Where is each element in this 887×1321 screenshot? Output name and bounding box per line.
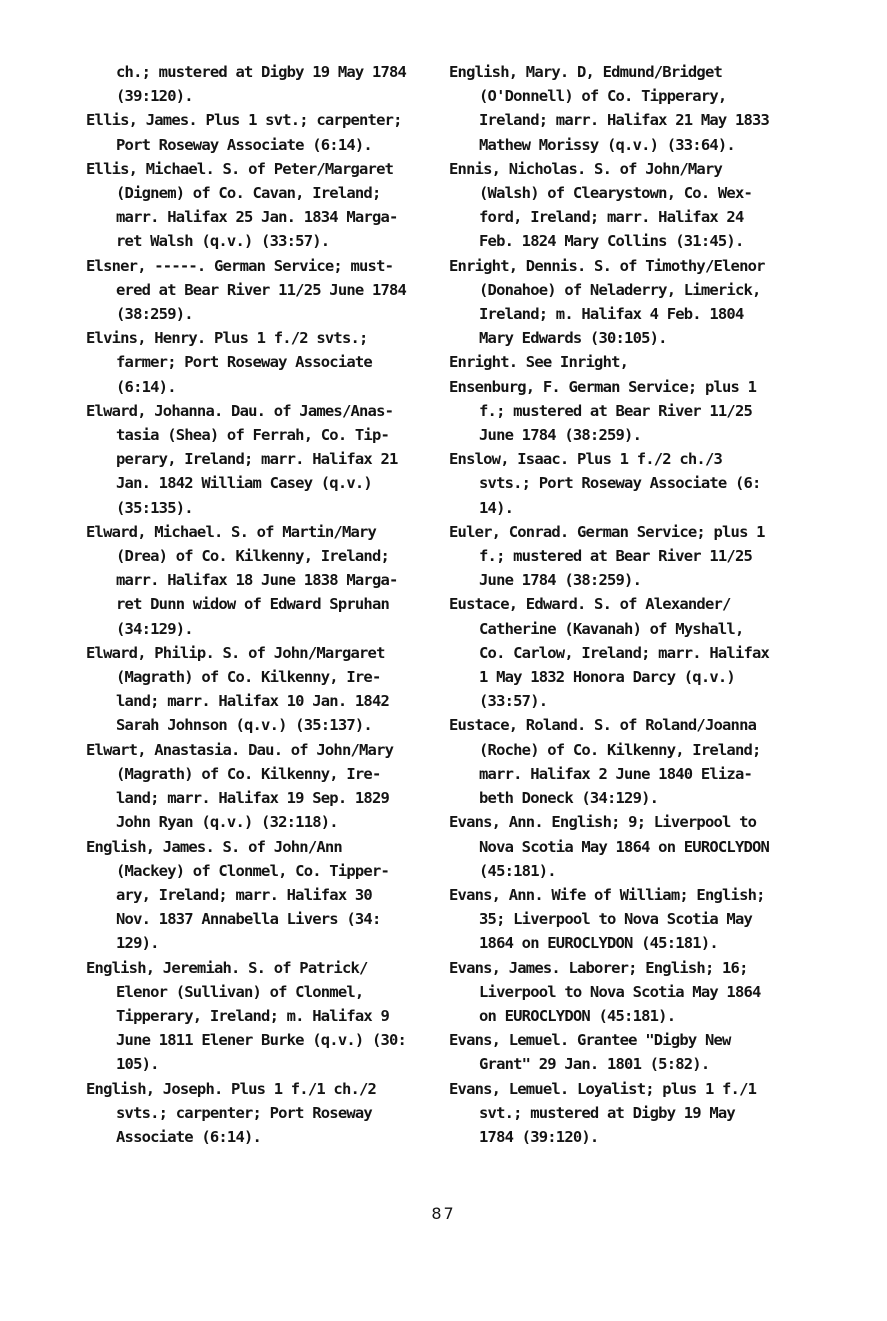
entry-line: (Magrath) of Co. Kilkenny, Ire- <box>116 764 381 783</box>
entry-line: Feb. 1824 Mary Collins (31:45). <box>479 232 744 251</box>
entry-line: ret Dunn widow of Edward Spruhan <box>116 595 390 614</box>
entry-line: (33:57). <box>479 692 548 711</box>
entry-line: Eustace, Roland. S. of Roland/Joanna <box>449 716 757 735</box>
entry-line: English, Mary. D, Edmund/Bridget <box>449 63 723 81</box>
entry-line: June 1784 (38:259). <box>479 426 642 445</box>
entry-line: f.; mustered at Bear River 11/25 <box>479 401 753 420</box>
entry-line: Ensenburg, F. German Service; plus 1 <box>449 377 757 396</box>
entry-line: farmer; Port Roseway Associate <box>116 353 372 372</box>
entry-line: Ellis, James. Plus 1 svt.; carpenter; <box>86 111 402 130</box>
entry-line: ered at Bear River 11/25 June 1784 <box>116 280 407 299</box>
entry-line: Enslow, Isaac. Plus 1 f./2 ch./3 <box>449 450 723 469</box>
entry-line: (Roche) of Co. Kilkenny, Ireland; <box>479 740 761 759</box>
entry-line: Enright. See Inright, <box>449 353 629 372</box>
entry-line: Evans, Ann. Wife of William; English; <box>449 885 765 904</box>
index-entry <box>86 399 431 520</box>
index-entry <box>449 447 794 520</box>
index-entry <box>86 956 431 1077</box>
entry-line: (Magrath) of Co. Kilkenny, Ire- <box>116 668 381 687</box>
entry-line: land; marr. Halifax 10 Jan. 1842 <box>116 692 390 711</box>
entry-line: Evans, James. Laborer; English; 16; <box>449 958 748 977</box>
entry-line: Nova Scotia May 1864 on EUROCLYDON <box>479 837 770 856</box>
entry-line: (Drea) of Co. Kilkenny, Ireland; <box>116 547 390 566</box>
entry-line: (38:259). <box>116 305 193 324</box>
entry-line: 105). <box>116 1055 159 1074</box>
entry-line: John Ryan (q.v.) (32:118). <box>116 813 338 832</box>
entry-line: English, Jeremiah. S. of Patrick/ <box>86 958 368 977</box>
index-entry <box>449 157 794 254</box>
index-entry <box>449 520 794 593</box>
entry-line: Evans, Lemuel. Loyalist; plus 1 f./1 <box>449 1079 757 1098</box>
right-column <box>449 60 794 1149</box>
entry-line: tasia (Shea) of Ferrah, Co. Tip- <box>116 426 390 445</box>
entry-line: ford, Ireland; marr. Halifax 24 <box>479 208 744 227</box>
entry-line: June 1811 Elener Burke (q.v.) (30: <box>116 1031 407 1050</box>
entry-line: Catherine (Kavanah) of Myshall, <box>479 619 744 638</box>
entry-line: Ellis, Michael. S. of Peter/Margaret <box>86 159 394 178</box>
index-entry <box>449 375 794 448</box>
entry-line: Mathew Morissy (q.v.) (33:64). <box>479 135 735 154</box>
entry-line: (45:181). <box>479 861 556 880</box>
entry-line: (Mackey) of Clonmel, Co. Tipper- <box>116 861 390 880</box>
entry-line: svts.; Port Roseway Associate (6: <box>479 474 761 493</box>
index-entry <box>86 738 431 835</box>
entry-line: Elenor (Sullivan) of Clonmel, <box>116 982 364 1001</box>
index-entry <box>449 592 794 713</box>
entry-line: on EUROCLYDON (45:181). <box>479 1006 676 1025</box>
entry-line: Elward, Michael. S. of Martin/Mary <box>86 522 377 541</box>
entry-line: (35:135). <box>116 498 193 517</box>
entry-line: Mary Edwards (30:105). <box>479 329 667 348</box>
entry-line: (Walsh) of Clearystown, Co. Wex- <box>479 184 753 203</box>
index-entry <box>449 810 794 883</box>
index-entry <box>449 713 794 810</box>
entry-line: Elsner, -----. German Service; must- <box>86 256 394 275</box>
index-entry <box>86 835 431 956</box>
entry-line: Grant" 29 Jan. 1801 (5:82). <box>479 1055 710 1074</box>
entry-line: Elward, Johanna. Dau. of James/Anas- <box>86 401 394 420</box>
entry-line: Ireland; marr. Halifax 21 May 1833 <box>479 111 770 130</box>
entry-line: (Donahoe) of Neladerry, Limerick, <box>479 280 761 299</box>
entry-line: Elward, Philip. S. of John/Margaret <box>86 643 385 662</box>
entry-line: Ireland; m. Halifax 4 Feb. 1804 <box>479 305 744 324</box>
entry-line: (Dignem) of Co. Cavan, Ireland; <box>116 184 381 203</box>
index-entry <box>449 883 794 956</box>
entry-line: 1784 (39:120). <box>479 1127 599 1146</box>
index-entry <box>449 1077 794 1150</box>
page-number: 87 <box>431 1204 456 1223</box>
entry-line: ary, Ireland; marr. Halifax 30 <box>116 885 372 904</box>
entry-line: land; marr. Halifax 19 Sep. 1829 <box>116 789 390 808</box>
index-entry <box>449 350 794 374</box>
index-entry <box>86 326 431 399</box>
entry-line: 1 May 1832 Honora Darcy (q.v.) <box>479 668 735 687</box>
index-entry <box>449 956 794 1029</box>
entry-line: 14). <box>479 498 514 517</box>
entry-line: (34:129). <box>116 619 193 638</box>
entry-line: beth Doneck (34:129). <box>479 789 659 808</box>
entry-line: marr. Halifax 25 Jan. 1834 Marga- <box>116 208 398 227</box>
entry-line: 35; Liverpool to Nova Scotia May <box>479 910 753 929</box>
entry-line: Nov. 1837 Annabella Livers (34: <box>116 910 381 929</box>
entry-line: Eustace, Edward. S. of Alexander/ <box>449 595 731 614</box>
index-entry <box>86 641 431 738</box>
index-entry <box>86 60 431 108</box>
left-column <box>86 60 431 1149</box>
index-entry <box>86 520 431 641</box>
entry-line: Euler, Conrad. German Service; plus 1 <box>449 522 765 541</box>
entry-line: (39:120). <box>116 87 193 106</box>
entry-line: Evans, Ann. English; 9; Liverpool to <box>449 813 757 832</box>
entry-line: Enright, Dennis. S. of Timothy/Elenor <box>449 256 765 275</box>
entry-line: English, Joseph. Plus 1 f./1 ch./2 <box>86 1079 377 1098</box>
entry-line: Tipperary, Ireland; m. Halifax 9 <box>116 1006 390 1025</box>
index-entry <box>86 254 431 327</box>
entry-line: (6:14). <box>116 377 176 396</box>
entry-line: ch.; mustered at Digby 19 May 1784 <box>116 63 407 81</box>
entry-line: Liverpool to Nova Scotia May 1864 <box>479 982 761 1001</box>
entry-line: Evans, Lemuel. Grantee "Digby New <box>449 1031 731 1050</box>
entry-line: f.; mustered at Bear River 11/25 <box>479 547 753 566</box>
entry-line: Sarah Johnson (q.v.) (35:137). <box>116 716 372 735</box>
entry-line: Ennis, Nicholas. S. of John/Mary <box>449 159 723 178</box>
entry-line: Elwart, Anastasia. Dau. of John/Mary <box>86 740 394 759</box>
entry-line: Elvins, Henry. Plus 1 f./2 svts.; <box>86 329 368 348</box>
entry-line: Associate (6:14). <box>116 1127 262 1146</box>
entry-line: Co. Carlow, Ireland; marr. Halifax <box>479 643 770 662</box>
entry-line: svt.; mustered at Digby 19 May <box>479 1103 735 1122</box>
entry-line: English, James. S. of John/Ann <box>86 837 342 856</box>
entry-line: marr. Halifax 2 June 1840 Eliza- <box>479 764 753 783</box>
entry-line: June 1784 (38:259). <box>479 571 642 590</box>
entry-line: (O'Donnell) of Co. Tipperary, <box>479 87 727 106</box>
entry-line: 129). <box>116 934 159 953</box>
entry-line: Jan. 1842 William Casey (q.v.) <box>116 474 372 493</box>
index-entry <box>449 254 794 351</box>
entry-line: svts.; carpenter; Port Roseway <box>116 1103 372 1122</box>
index-entry <box>86 157 431 254</box>
entry-line: perary, Ireland; marr. Halifax 21 <box>116 450 398 469</box>
index-entry <box>449 1028 794 1076</box>
entry-line: ret Walsh (q.v.) (33:57). <box>116 232 330 251</box>
index-entry <box>449 60 794 157</box>
entry-line: Port Roseway Associate (6:14). <box>116 135 372 154</box>
index-entry <box>86 108 431 156</box>
index-entry <box>86 1077 431 1150</box>
entry-line: marr. Halifax 18 June 1838 Marga- <box>116 571 398 590</box>
entry-line: 1864 on EUROCLYDON (45:181). <box>479 934 718 953</box>
